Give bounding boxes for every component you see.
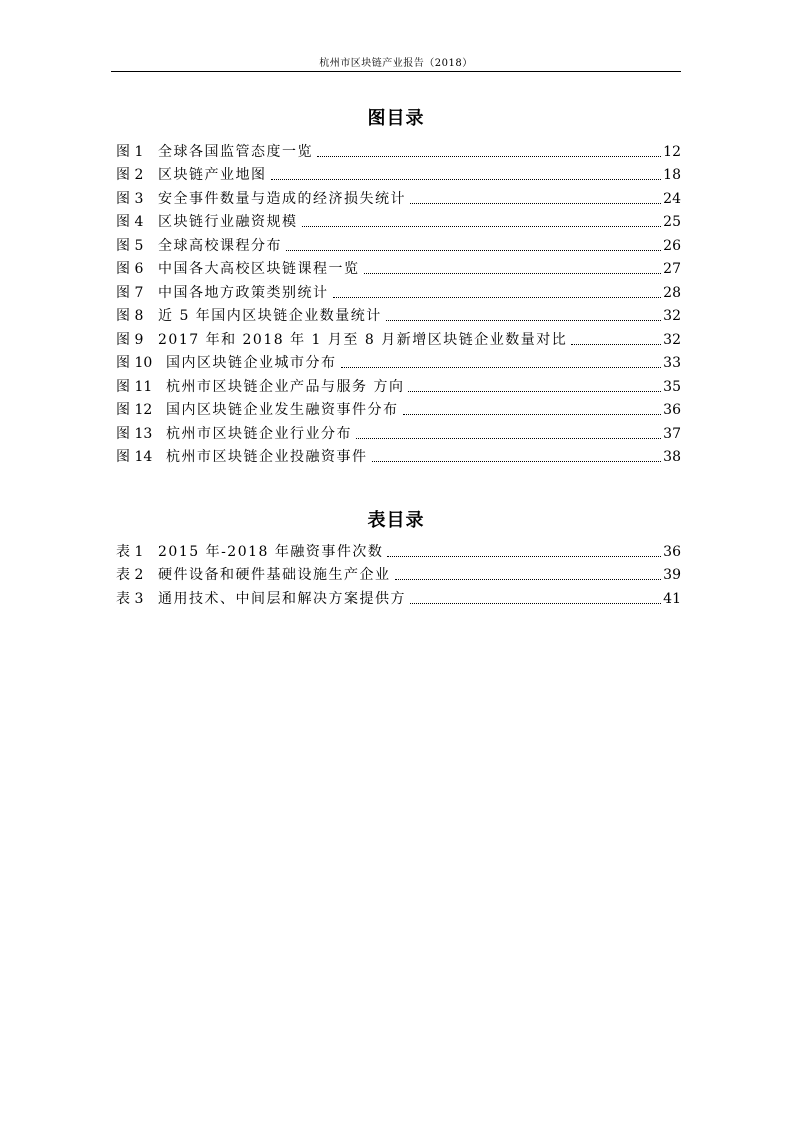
figure-toc-title: 区块链行业融资规模 <box>158 214 298 230</box>
dot-leader <box>364 272 662 274</box>
running-header: 杭州市区块链产业报告（2018） <box>319 58 473 69</box>
figure-toc-entry[interactable] <box>116 419 681 443</box>
dot-leader <box>410 602 661 604</box>
figure-toc-page-number: 25 <box>663 214 681 230</box>
figure-toc-label: 图 6 <box>116 261 144 277</box>
figure-toc-page-number: 24 <box>663 190 681 207</box>
figure-toc-title: 杭州市区块链企业行业分布 <box>166 425 352 442</box>
dot-leader <box>341 366 662 368</box>
dot-leader <box>333 296 662 298</box>
dot-leader <box>356 437 661 439</box>
figure-toc-list <box>116 137 681 466</box>
table-toc-label: 表 2 <box>116 567 144 583</box>
figure-toc-entry[interactable] <box>116 396 681 420</box>
figure-toc-title: 区块链产业地图 <box>158 167 267 183</box>
figure-toc-title: 全球各国监管态度一览 <box>158 143 313 160</box>
figure-toc-title: 中国各地方政策类别统计 <box>158 284 329 301</box>
figure-toc-entry[interactable] <box>116 302 681 326</box>
table-toc-page-number: 41 <box>663 590 681 607</box>
dot-leader <box>395 578 662 580</box>
figure-toc-title: 国内区块链企业城市分布 <box>166 355 337 371</box>
figure-toc-entry[interactable] <box>116 208 681 232</box>
dot-leader <box>408 390 661 392</box>
figure-toc-entry[interactable] <box>116 443 681 467</box>
figure-toc-page-number: 28 <box>663 284 681 301</box>
figure-toc-page-number: 38 <box>663 449 681 465</box>
table-toc-title: 2015 年-2018 年融资事件次数 <box>158 543 384 560</box>
table-toc-page-number: 36 <box>663 543 681 560</box>
figure-toc-label: 图 9 <box>116 331 144 348</box>
figure-toc-page-number: 12 <box>663 143 681 160</box>
figure-toc-page-number: 32 <box>663 331 681 348</box>
figure-toc-label: 图 13 <box>116 425 153 442</box>
figure-toc-label: 图 10 <box>116 355 153 371</box>
table-toc-label: 表 3 <box>116 590 144 607</box>
figure-toc-entry[interactable] <box>116 325 681 349</box>
figure-toc-entry[interactable] <box>116 349 681 373</box>
figure-toc-entry[interactable] <box>116 137 681 161</box>
figure-toc-page-number: 18 <box>663 167 681 183</box>
figure-toc-page-number: 36 <box>663 402 681 418</box>
dot-leader <box>387 555 661 557</box>
table-toc-entry[interactable] <box>116 537 681 561</box>
figure-toc-title: 安全事件数量与造成的经济损失统计 <box>158 190 406 207</box>
figure-toc-title: 近 5 年国内区块链企业数量统计 <box>158 308 382 324</box>
figure-list-title: 图目录 <box>367 108 425 129</box>
figure-toc-title: 国内区块链企业发生融资事件分布 <box>166 402 399 418</box>
dot-leader <box>302 225 662 227</box>
figure-toc-label: 图 4 <box>116 214 144 230</box>
figure-toc-label: 图 2 <box>116 167 144 183</box>
table-toc-label: 表 1 <box>116 543 144 560</box>
figure-toc-label: 图 3 <box>116 190 144 207</box>
dot-leader <box>286 249 661 251</box>
table-list-title: 表目录 <box>367 510 425 531</box>
table-toc-title: 硬件设备和硬件基础设施生产企业 <box>158 567 391 583</box>
figure-toc-entry[interactable] <box>116 278 681 302</box>
dot-leader <box>271 178 662 180</box>
table-toc-title: 通用技术、中间层和解决方案提供方 <box>158 590 406 607</box>
figure-toc-page-number: 33 <box>663 355 681 371</box>
figure-toc-label: 图 11 <box>116 378 153 395</box>
dot-leader <box>403 413 662 415</box>
dot-leader <box>410 202 661 204</box>
figure-toc-entry[interactable] <box>116 231 681 255</box>
figure-toc-label: 图 8 <box>116 308 144 324</box>
figure-toc-label: 图 7 <box>116 284 144 301</box>
dot-leader <box>386 319 661 321</box>
dot-leader <box>317 155 661 157</box>
figure-toc-page-number: 27 <box>663 261 681 277</box>
figure-toc-entry[interactable] <box>116 161 681 185</box>
figure-toc-page-number: 37 <box>663 425 681 442</box>
figure-toc-title: 中国各大高校区块链课程一览 <box>158 261 360 277</box>
figure-toc-label: 图 12 <box>116 402 153 418</box>
figure-toc-title: 2017 年和 2018 年 1 月至 8 月新增区块链企业数量对比 <box>158 331 568 348</box>
header-rule <box>111 71 681 72</box>
dot-leader <box>571 343 661 345</box>
dot-leader <box>372 460 662 462</box>
table-toc-entry[interactable] <box>116 584 681 608</box>
figure-toc-entry[interactable] <box>116 184 681 208</box>
table-toc-entry[interactable] <box>116 561 681 585</box>
figure-toc-page-number: 26 <box>663 237 681 254</box>
figure-toc-label: 图 5 <box>116 237 144 254</box>
table-toc-list <box>116 537 681 608</box>
figure-toc-title: 全球高校课程分布 <box>158 237 282 254</box>
figure-toc-label: 图 14 <box>116 449 153 465</box>
figure-toc-page-number: 32 <box>663 308 681 324</box>
figure-toc-entry[interactable] <box>116 255 681 279</box>
figure-toc-title: 杭州市区块链企业投融资事件 <box>166 449 368 465</box>
figure-toc-page-number: 35 <box>663 378 681 395</box>
table-toc-page-number: 39 <box>663 567 681 583</box>
figure-toc-title: 杭州市区块链企业产品与服务 方向 <box>166 378 405 395</box>
figure-toc-label: 图 1 <box>116 143 144 160</box>
figure-toc-entry[interactable] <box>116 372 681 396</box>
